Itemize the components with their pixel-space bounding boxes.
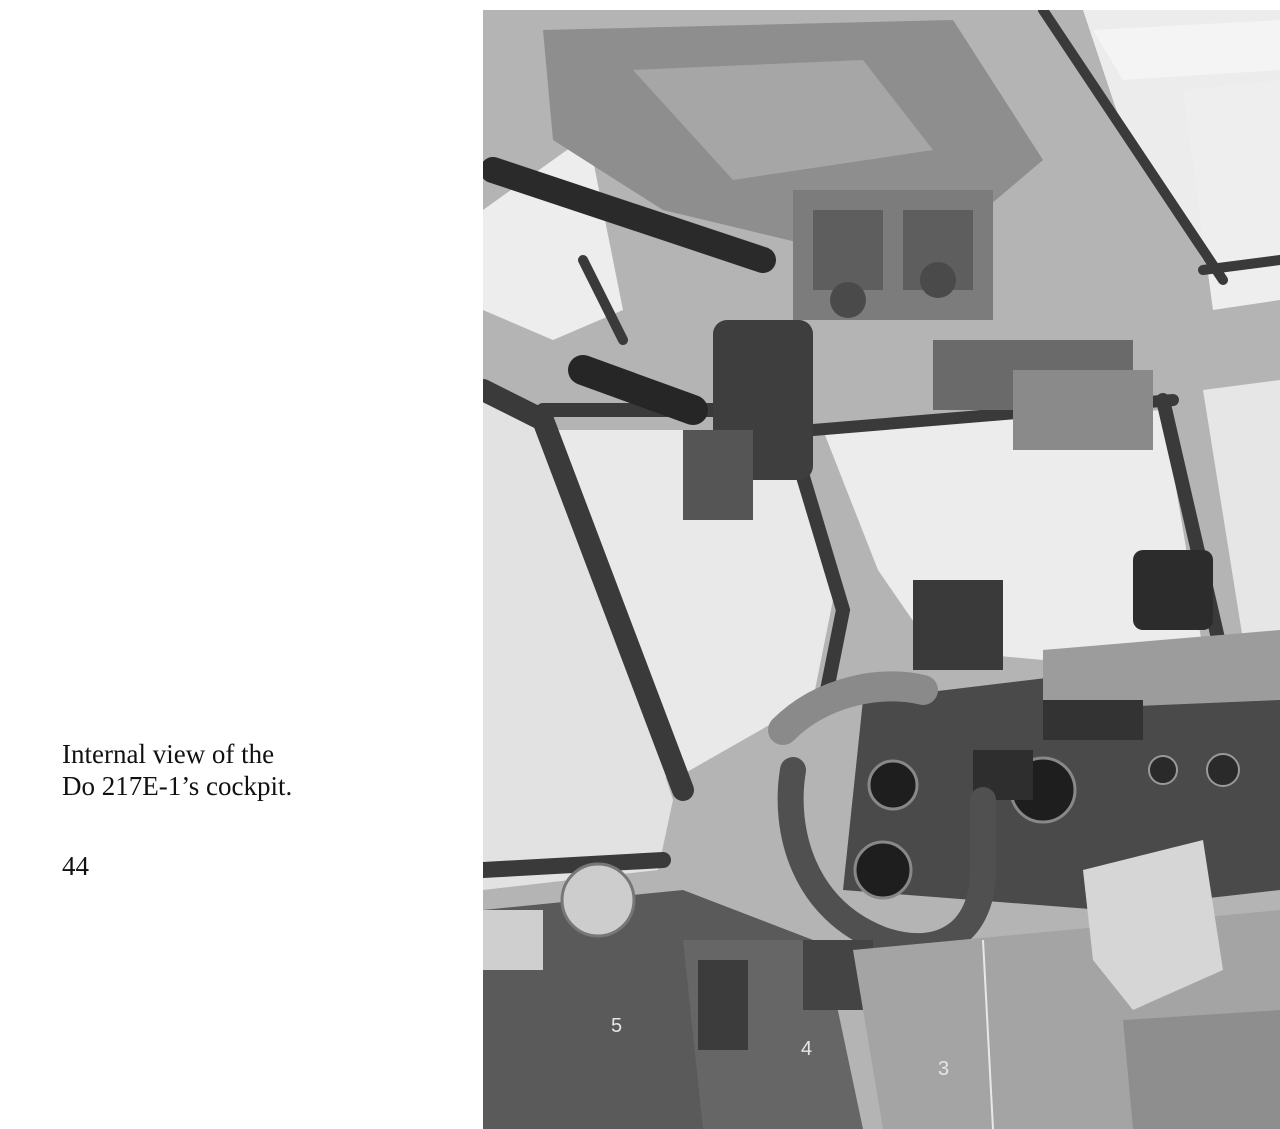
page-number: 44 <box>62 851 89 881</box>
panel-number-3: 3 <box>938 1058 950 1080</box>
panel-number-5: 5 <box>611 1015 623 1037</box>
cockpit-photo <box>483 10 1280 1129</box>
caption-line-1: Internal view of the <box>62 739 275 769</box>
panel-number-4: 4 <box>801 1038 813 1060</box>
photo-caption <box>62 738 362 802</box>
caption-line-2: Do 217E-1’s cockpit. <box>62 771 293 801</box>
